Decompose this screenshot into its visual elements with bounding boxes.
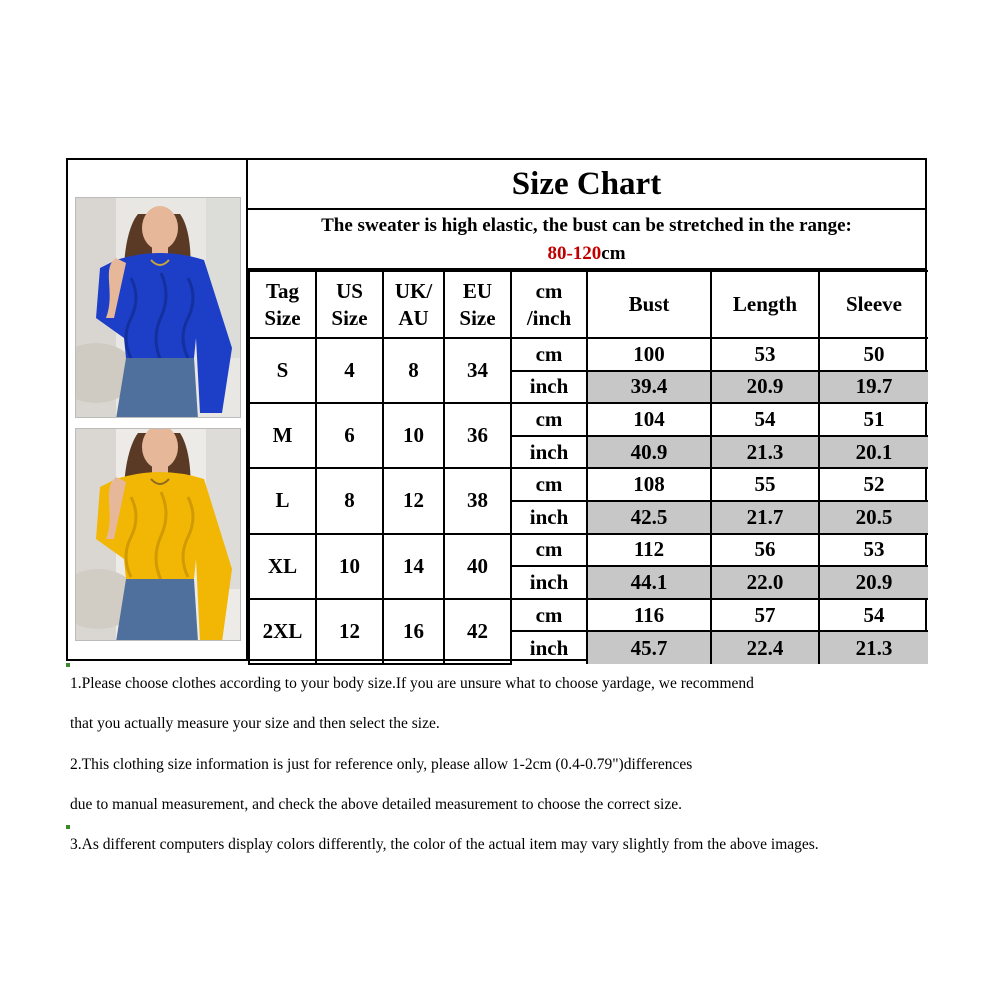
column-header-line: Tag [265, 278, 300, 303]
marker-dot [66, 825, 70, 829]
range-value: 80-120 [547, 243, 602, 264]
tag-size-cell: M [249, 403, 316, 468]
column-header-line: AU [398, 305, 429, 330]
yellow-sweater-photo [75, 428, 241, 641]
us-size-cell: 4 [316, 338, 383, 403]
unit-cell: cm [511, 403, 587, 436]
blue-sweater-photo [75, 197, 241, 418]
elasticity-note [248, 210, 925, 270]
tag-size-cell: L [249, 468, 316, 533]
column-header [316, 271, 383, 338]
eu-size-cell: 36 [444, 403, 511, 468]
measurement-cell: 53 [819, 534, 928, 567]
measurement-cell: 108 [587, 468, 711, 501]
measurement-cell: 53 [711, 338, 819, 371]
us-size-cell: 6 [316, 403, 383, 468]
measurement-cell: 21.7 [711, 501, 819, 534]
size-notes [70, 674, 950, 875]
us-size-cell: 8 [316, 468, 383, 533]
unit-cell: inch [511, 566, 587, 599]
unit-cell: cm [511, 599, 587, 632]
tag-size-cell: XL [249, 534, 316, 599]
measurement-cell: 20.1 [819, 436, 928, 469]
table-row [249, 534, 928, 567]
unit-cell: inch [511, 371, 587, 404]
note-line: 2.This clothing size information is just for reference only, please allow 1-2cm (0.4-0.79")differences [70, 755, 693, 773]
note-line: that you actually measure your size and then select the size. [70, 715, 440, 733]
measurement-cell: 57 [711, 599, 819, 632]
unit-cell: cm [511, 534, 587, 567]
measurement-cell: 21.3 [819, 631, 928, 664]
unit-cell: cm [511, 468, 587, 501]
column-header [383, 271, 444, 338]
measurement-cell: 21.3 [711, 436, 819, 469]
marker-dot [66, 663, 70, 667]
eu-size-cell: 38 [444, 468, 511, 533]
measurement-cell: 20.5 [819, 501, 928, 534]
measurement-cell: 44.1 [587, 566, 711, 599]
table-row [249, 403, 928, 436]
us-size-cell: 10 [316, 534, 383, 599]
measurement-cell: 50 [819, 338, 928, 371]
measurement-cell: 45.7 [587, 631, 711, 664]
measurement-cell: 42.5 [587, 501, 711, 534]
table-row [249, 599, 928, 632]
note-line: 1.Please choose clothes according to your body size.If you are unsure what to choose yardage, we recommend [70, 675, 754, 692]
header-row [249, 271, 928, 338]
column-header [587, 271, 711, 338]
size-chart-frame [66, 158, 927, 661]
measurement-cell: 56 [711, 534, 819, 567]
eu-size-cell: 34 [444, 338, 511, 403]
tag-size-cell: 2XL [249, 599, 316, 664]
column-header-line: Length [732, 292, 798, 316]
unit-cell: cm [511, 338, 587, 371]
range-unit: cm [601, 243, 626, 264]
note-line: 3.As different computers display colors differently, the color of the actual item may vary slightly from the above images. [70, 836, 819, 854]
column-header-line: cm [535, 278, 563, 303]
unit-cell: inch [511, 631, 587, 664]
product-photos-column [68, 160, 248, 659]
column-header-line: Size [264, 305, 301, 330]
column-header [511, 271, 587, 338]
uk-size-cell: 12 [383, 468, 444, 533]
column-header [819, 271, 928, 338]
uk-size-cell: 8 [383, 338, 444, 403]
measurement-cell: 52 [819, 468, 928, 501]
column-header-line: Size [459, 305, 496, 330]
measurement-cell: 54 [711, 403, 819, 436]
chart-title: Size Chart [248, 160, 925, 210]
measurement-cell: 22.4 [711, 631, 819, 664]
elasticity-note-text: The sweater is high elastic, the bust can be stretched in the range: [321, 215, 852, 236]
measurement-cell: 39.4 [587, 371, 711, 404]
us-size-cell: 12 [316, 599, 383, 664]
eu-size-cell: 40 [444, 534, 511, 599]
column-header-line: Size [331, 305, 368, 330]
uk-size-cell: 14 [383, 534, 444, 599]
column-header-line: /inch [526, 305, 572, 330]
tag-size-cell: S [249, 338, 316, 403]
measurement-cell: 40.9 [587, 436, 711, 469]
measurement-cell: 51 [819, 403, 928, 436]
size-table [248, 270, 928, 665]
measurement-cell: 20.9 [711, 371, 819, 404]
column-header-line: Sleeve [846, 292, 902, 316]
column-header-line: Bust [628, 292, 670, 316]
measurement-cell: 55 [711, 468, 819, 501]
table-row [249, 338, 928, 371]
measurement-cell: 100 [587, 338, 711, 371]
column-header-line: UK/ [394, 278, 433, 303]
column-header [711, 271, 819, 338]
uk-size-cell: 16 [383, 599, 444, 664]
unit-cell: inch [511, 501, 587, 534]
measurement-cell: 112 [587, 534, 711, 567]
measurement-cell: 22.0 [711, 566, 819, 599]
measurement-cell: 20.9 [819, 566, 928, 599]
elasticity-range [248, 240, 925, 268]
column-header [249, 271, 316, 338]
column-header [444, 271, 511, 338]
column-header-line: EU [462, 278, 493, 303]
measurement-cell: 104 [587, 403, 711, 436]
table-row [249, 468, 928, 501]
eu-size-cell: 42 [444, 599, 511, 664]
uk-size-cell: 10 [383, 403, 444, 468]
note-line: due to manual measurement, and check the above detailed measurement to choose the correct size. [70, 795, 682, 813]
column-header-line: US [336, 278, 363, 303]
measurement-cell: 116 [587, 599, 711, 632]
unit-cell: inch [511, 436, 587, 469]
measurement-cell: 19.7 [819, 371, 928, 404]
measurement-cell: 54 [819, 599, 928, 632]
